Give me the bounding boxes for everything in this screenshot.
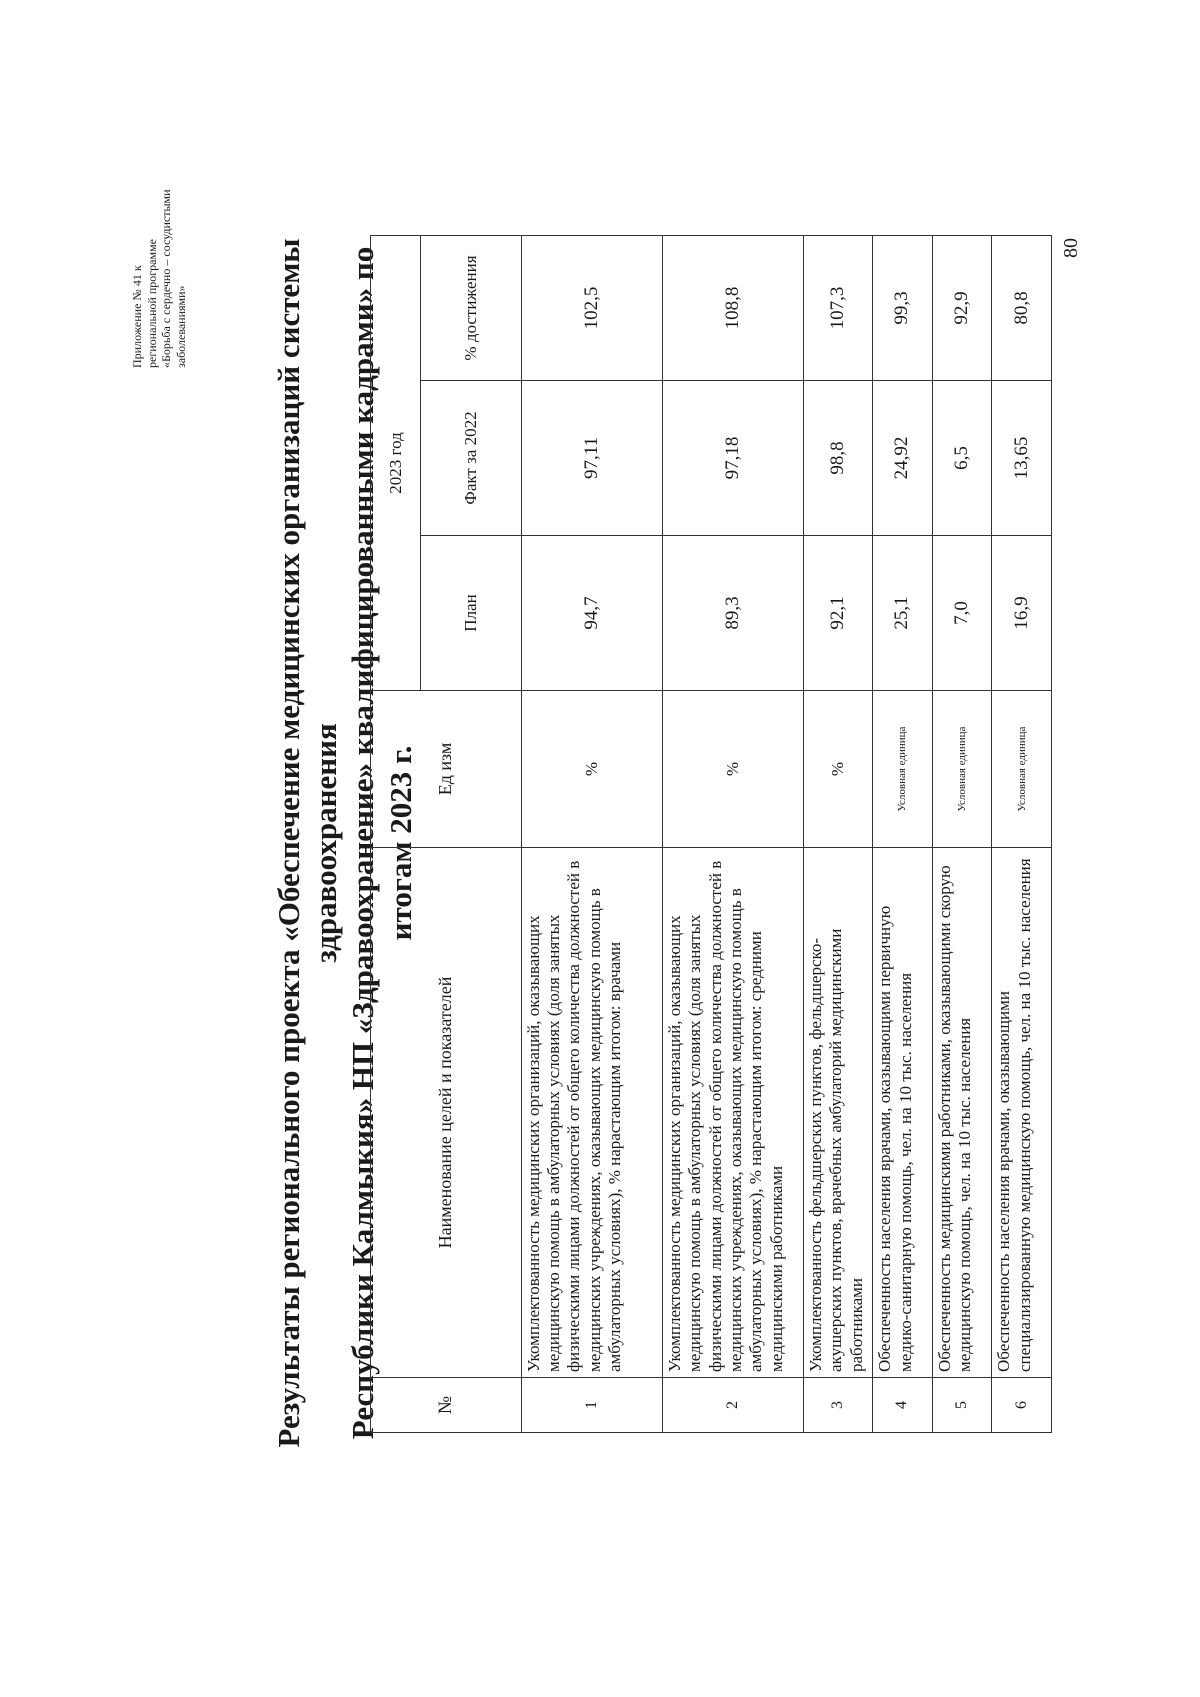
pct-cell: 108,8 (662, 236, 803, 381)
plan-cell: 25,1 (873, 536, 933, 691)
col-header-unit: Ед изм (371, 691, 522, 848)
table-row (992, 236, 1052, 1433)
plan-cell: 7,0 (932, 536, 992, 691)
title-line-2: Республики Калмыкия» НП «Здравоохранение» квалифицированными кадрами» по итогам 2023 г. (345, 246, 418, 1440)
table-row (873, 236, 933, 1433)
unit-cell: % (662, 691, 803, 848)
indicator-name: Укомплектованность медицинских организаций, оказывающих медицинскую помощь в амбулаторных условиях (доля занятых физическими лицами должностей от общего количества должностей в медицинских учреждениях, оказывающих медицинскую помощь в амбулаторных условиях), % нарастающим итогом: врачами (521, 848, 662, 1378)
row-number: 4 (873, 1378, 933, 1433)
fact-cell: 24,92 (873, 381, 933, 536)
col-header-fact: Факт за 2022 (421, 381, 521, 536)
pct-cell: 80,8 (992, 236, 1052, 381)
fact-cell: 6,5 (932, 381, 992, 536)
unit-cell: Условная единица (873, 691, 933, 848)
fact-cell: 13,65 (992, 381, 1052, 536)
indicator-name: Обеспеченность населения врачами, оказывающими специализированную медицинскую помощь, чел. на 10 тыс. населения (992, 848, 1052, 1378)
fact-cell: 97,18 (662, 381, 803, 536)
appendix-line: региональной программе (144, 238, 159, 368)
appendix-line: Приложение № 41 к (130, 265, 144, 368)
rotated-page (100, 148, 1100, 1548)
page-number: 80 (1060, 238, 1082, 258)
plan-cell: 89,3 (662, 536, 803, 691)
appendix-note (130, 178, 189, 368)
title-line-1: Результаты регионального проекта «Обеспечение медицинских организаций системы здравоохранения (271, 238, 344, 1448)
col-header-pct: % достижения (421, 236, 521, 381)
indicator-name: Укомплектованность медицинских организаций, оказывающих медицинскую помощь в амбулаторных условиях (доля занятых физическими лицами должностей от общего количества должностей в медицинских учреждениях, оказывающих медицинскую помощь в амбулаторных условиях), % нарастающим итогом: средними медицинскими работниками (662, 848, 803, 1378)
fact-cell: 98,8 (803, 381, 872, 536)
table-row (932, 236, 992, 1433)
row-number: 3 (803, 1378, 872, 1433)
pct-cell: 102,5 (521, 236, 662, 381)
fact-cell: 97,11 (521, 381, 662, 536)
pct-cell: 99,3 (873, 236, 933, 381)
plan-cell: 16,9 (992, 536, 1052, 691)
indicator-name: Укомплектованность фельдшерских пунктов, фельдшерско-акушерских пунктов, врачебных амбулаторий медицинскими работниками (803, 848, 872, 1378)
unit-cell: % (521, 691, 662, 848)
col-header-plan: План (421, 536, 521, 691)
table-row (521, 236, 662, 1433)
col-header-num: № (371, 1378, 522, 1433)
table-row (803, 236, 872, 1433)
pct-cell: 107,3 (803, 236, 872, 381)
appendix-line: заболеваниями» (173, 285, 188, 368)
unit-cell: Условная единица (992, 691, 1052, 848)
row-number: 5 (932, 1378, 992, 1433)
row-number: 2 (662, 1378, 803, 1433)
col-header-year: 2023 год (371, 236, 421, 691)
unit-cell: Условная единица (932, 691, 992, 848)
row-number: 6 (992, 1378, 1052, 1433)
pct-cell: 92,9 (932, 236, 992, 381)
indicator-name: Обеспеченность населения врачами, оказывающими первичную медико-санитарную помощь, чел. на 10 тыс. населения (873, 848, 933, 1378)
results-table (370, 235, 1052, 1433)
appendix-line: «Борьба с сердечно – сосудистыми (159, 189, 174, 368)
plan-cell: 92,1 (803, 536, 872, 691)
header-row-1 (371, 236, 421, 1433)
col-header-name: Наименование целей и показателей (371, 848, 522, 1378)
table-row (662, 236, 803, 1433)
unit-cell: % (803, 691, 872, 848)
indicator-name: Обеспеченность медицинскими работниками, оказывающими скорую медицинскую помощь, чел. на 10 тыс. населения (932, 848, 992, 1378)
row-number: 1 (521, 1378, 662, 1433)
plan-cell: 94,7 (521, 536, 662, 691)
